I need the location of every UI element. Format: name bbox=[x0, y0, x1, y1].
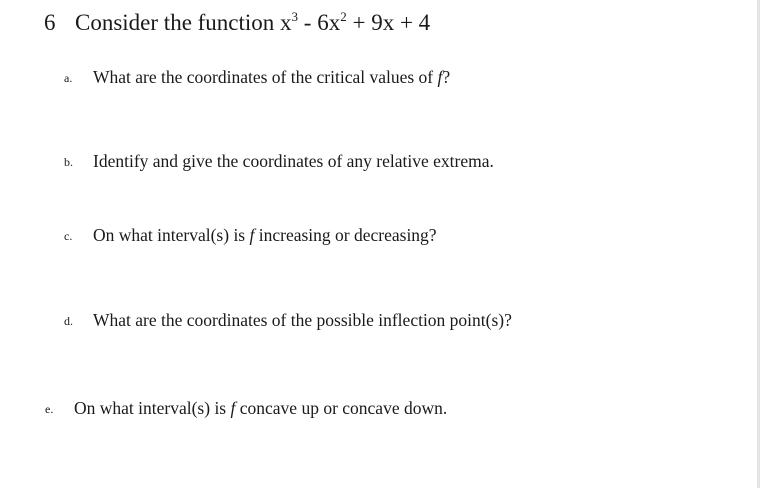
problem-intro: Consider the function x bbox=[75, 10, 292, 35]
question-e-after: concave up or concave down. bbox=[235, 398, 448, 418]
question-e-before: On what interval(s) is bbox=[74, 398, 231, 418]
question-c-variable: f bbox=[249, 225, 255, 245]
question-d-letter: d. bbox=[64, 314, 73, 328]
question-a-text bbox=[93, 67, 450, 88]
question-e-text bbox=[74, 398, 447, 419]
question-c-letter: c. bbox=[64, 229, 73, 243]
question-e-variable: f bbox=[230, 398, 236, 418]
problem-heading bbox=[44, 10, 430, 36]
question-d-text bbox=[93, 310, 512, 331]
question-d-before: What are the coordinates of the possible inflection point(s)? bbox=[93, 310, 512, 330]
question-a-letter: a. bbox=[64, 71, 73, 85]
exponent-3: 3 bbox=[291, 9, 299, 24]
question-a-variable: f bbox=[437, 67, 443, 87]
question-e-letter: e. bbox=[45, 402, 54, 416]
problem-tail: + 9x + 4 bbox=[346, 10, 431, 35]
question-a-before: What are the coordinates of the critical values of bbox=[93, 67, 438, 87]
question-a-after: ? bbox=[442, 67, 451, 87]
question-c-after: increasing or decreasing? bbox=[254, 225, 437, 245]
question-c-before: On what interval(s) is bbox=[93, 225, 250, 245]
question-b-letter: b. bbox=[64, 155, 73, 169]
problem-number: 6 bbox=[44, 10, 56, 35]
problem-middle: - 6x bbox=[298, 10, 341, 35]
question-b-text bbox=[93, 151, 494, 172]
question-b-before: Identify and give the coordinates of any relative extrema. bbox=[93, 151, 494, 171]
exponent-2: 2 bbox=[340, 9, 347, 24]
question-c-text bbox=[93, 225, 437, 246]
